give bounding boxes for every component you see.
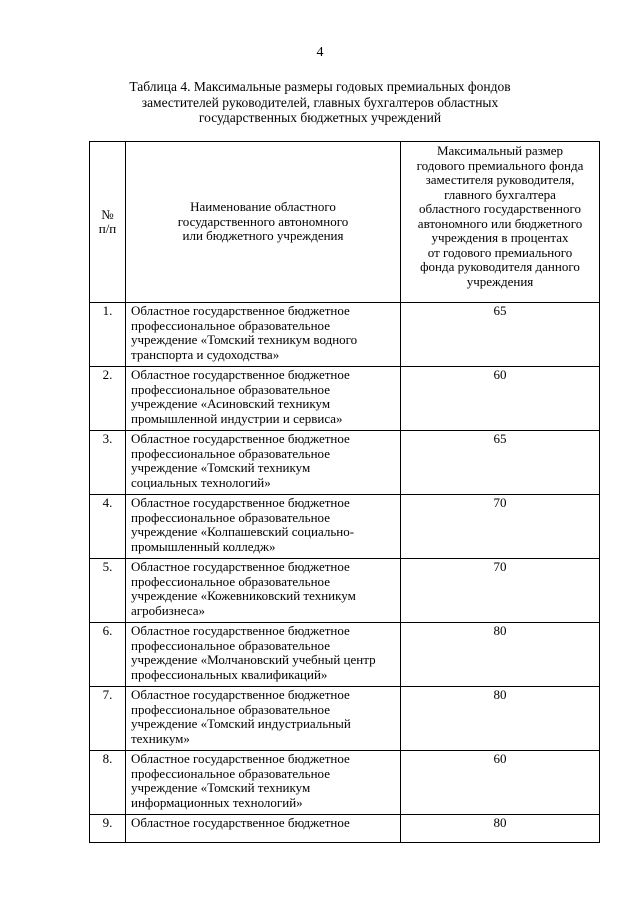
row-number: 3. (90, 431, 126, 495)
header-name-line: или бюджетного учреждения (182, 228, 344, 244)
header-value-line: годового премиального фонда (416, 157, 584, 173)
row-number: 4. (90, 495, 126, 559)
table-row (90, 815, 600, 843)
name-line: профессиональное образовательное (131, 701, 330, 717)
table-row (90, 687, 600, 751)
institution-name (126, 751, 401, 815)
name-line: профессиональных квалификаций» (131, 666, 328, 682)
row-number: 5. (90, 559, 126, 623)
header-max-size (401, 142, 600, 303)
percent-value: 60 (401, 751, 600, 815)
name-line: профессиональное образовательное (131, 637, 330, 653)
header-value-line: от годового премиального (427, 244, 573, 260)
header-name-line: государственного автономного (177, 213, 349, 229)
table-row (90, 751, 600, 815)
header-value-line: учреждения в процентах (431, 230, 569, 245)
header-value-line: главного бухгалтера (444, 186, 556, 202)
name-line: Областное государственное бюджетное (131, 815, 350, 830)
name-line: учреждение «Кожевниковский техникум (131, 588, 356, 603)
header-institution-name (126, 142, 401, 303)
institution-name (126, 815, 401, 843)
name-line: профессиональное образовательное (131, 765, 330, 781)
name-line: учреждение «Томский техникум водного (131, 332, 358, 347)
header-number-line: № (101, 206, 114, 222)
percent-value: 80 (401, 623, 600, 687)
caption-line: Таблица 4. Максимальные размеры годовых премиальных фондов (129, 79, 511, 94)
institution-name (126, 559, 401, 623)
header-number-line: п/п (98, 221, 117, 236)
percent-value: 80 (401, 687, 600, 751)
name-line: учреждение «Асиновский техникум (131, 396, 331, 411)
percent-value: 65 (401, 431, 600, 495)
row-number: 8. (90, 751, 126, 815)
header-name-line: Наименование областного (190, 199, 336, 215)
header-number (90, 142, 126, 303)
name-line: Областное государственное бюджетное (131, 367, 350, 382)
institution-name (126, 367, 401, 431)
name-line: техникум» (131, 730, 190, 746)
institution-name (126, 303, 401, 367)
table-header-row (90, 142, 600, 303)
name-line: промышленной индустрии и сервиса» (131, 410, 343, 426)
table-row (90, 559, 600, 623)
name-line: учреждение «Молчановский учебный центр (131, 652, 376, 667)
name-line: социальных технологий» (131, 474, 271, 490)
name-line: профессиональное образовательное (131, 381, 330, 397)
table-row (90, 495, 600, 559)
table-row (90, 367, 600, 431)
name-line: Областное государственное бюджетное (131, 303, 350, 318)
name-line: Областное государственное бюджетное (131, 559, 350, 574)
institution-name (126, 431, 401, 495)
name-line: учреждение «Томский индустриальный (131, 716, 351, 731)
premium-fund-table (89, 141, 600, 843)
table-row (90, 431, 600, 495)
name-line: учреждение «Томский техникум (131, 460, 311, 475)
name-line: Областное государственное бюджетное (131, 431, 350, 446)
name-line: Областное государственное бюджетное (131, 751, 350, 766)
page-number: 4 (316, 45, 324, 60)
name-line: учреждение «Томский техникум (131, 780, 311, 795)
row-number: 7. (90, 687, 126, 751)
percent-value: 65 (401, 303, 600, 367)
header-value-line: областного государственного (419, 201, 581, 216)
percent-value: 60 (401, 367, 600, 431)
name-line: Областное государственное бюджетное (131, 495, 350, 510)
header-value-line: автономного или бюджетного (417, 215, 583, 231)
row-number: 9. (90, 815, 126, 843)
header-value-line: фонда руководителя данного (420, 259, 580, 274)
header-value-line: Максимальный размер (436, 143, 564, 158)
caption-line: государственных бюджетных учреждений (198, 110, 442, 125)
name-line: профессиональное образовательное (131, 317, 330, 333)
table-row (90, 623, 600, 687)
percent-value: 80 (401, 815, 600, 843)
row-number: 2. (90, 367, 126, 431)
header-value-line: заместителя руководителя, (425, 172, 575, 187)
name-line: профессиональное образовательное (131, 509, 330, 525)
name-line: агробизнеса» (131, 602, 206, 618)
institution-name (126, 495, 401, 559)
row-number: 1. (90, 303, 126, 367)
name-line: учреждение «Колпашевский социально- (131, 524, 355, 539)
table-row (90, 303, 600, 367)
percent-value: 70 (401, 495, 600, 559)
percent-value: 70 (401, 559, 600, 623)
name-line: Областное государственное бюджетное (131, 623, 350, 638)
header-value-line: учреждения (466, 273, 534, 289)
name-line: Областное государственное бюджетное (131, 687, 350, 702)
name-line: транспорта и судоходства» (131, 346, 280, 362)
row-number: 6. (90, 623, 126, 687)
name-line: промышленный колледж» (131, 538, 276, 554)
name-line: профессиональное образовательное (131, 445, 330, 461)
name-line: информационных технологий» (131, 794, 303, 810)
table-caption (95, 79, 545, 126)
caption-line: заместителей руководителей, главных бухгалтеров областных (141, 94, 499, 110)
institution-name (126, 623, 401, 687)
institution-name (126, 687, 401, 751)
name-line: профессиональное образовательное (131, 573, 330, 589)
